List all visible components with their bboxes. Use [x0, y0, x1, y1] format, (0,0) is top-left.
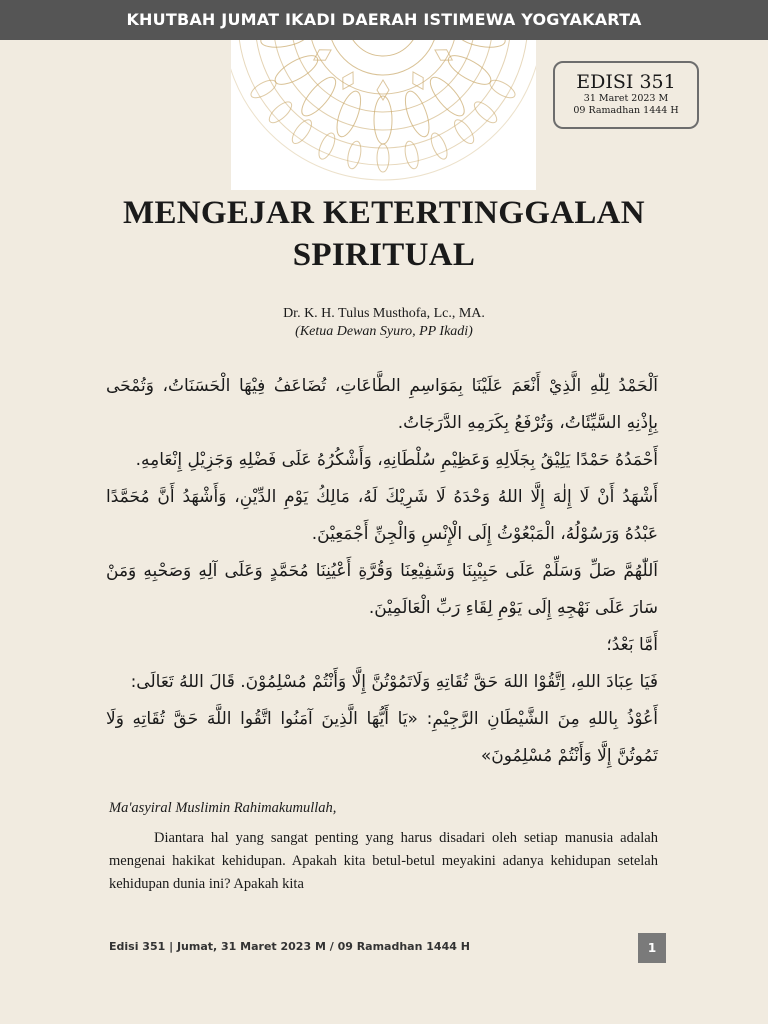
title-line-1: MENGEJAR KETERTINGGALAN: [123, 195, 645, 231]
body-paragraph: Diantara hal yang sangat penting yang harus disadari oleh setiap manusia adalah mengenai hakikat kehidupan. Apakah kita betul-betul meyakini adanya kehidupan setelah kehidupan dunia ini? Apakah kita: [109, 830, 658, 892]
mandala-icon: [231, 40, 536, 190]
edition-label: EDISI 351: [576, 71, 676, 93]
edition-date-hijri: 09 Ramadhan 1444 H: [573, 105, 679, 116]
header-title: KHUTBAH JUMAT IKADI DAERAH ISTIMEWA YOGYAKARTA: [126, 10, 642, 29]
title-line-2: SPIRITUAL: [292, 237, 476, 273]
author-role: (Ketua Dewan Syuro, PP Ikadi): [295, 324, 473, 339]
page-title: [60, 192, 708, 276]
arabic-wasiat-taqwa: فَيَا عِبَادَ اللهِ، اِتَّقُوْا اللهَ حَقَّ تُقَاتِهِ وَلَاتَمُوْتُنَّ إِلَّا وَأَنْتُمْ مُسْلِمُوْنَ. قَالَ اللهُ تَعَالَى:: [130, 672, 658, 692]
arabic-hamdalah: اَلْحَمْدُ لِلّٰهِ الَّذِيْ أَنْعَمَ عَلَيْنَا بِمَوَاسِمِ الطَّاعَاتِ، تُضَاعَفُ فِيْهَا الْحَسَنَاتُ، وَتُمْحَى بِإِذْنِهِ السَّيِّئَاتُ، وَتُرْفَعُ بِكَرَمِهِ الدَّرَجَاتُ.: [106, 376, 658, 433]
mandala-ornament: [231, 40, 536, 190]
author-name: Dr. K. H. Tulus Musthofa, Lc., MA.: [283, 306, 485, 321]
header-bar: [0, 0, 768, 40]
arabic-ayat: أَعُوْذُ بِاللهِ مِنَ الشَّيْطَانِ الرَّجِيْمِ: «يَا أَيُّهَا الَّذِينَ آمَنُوا اتَّقُوا اللَّهَ حَقَّ تُقَاتِهِ وَلَا تَمُوتُنَّ إِلَّا وَأَنْتُمْ مُسْلِمُونَ»: [106, 709, 658, 766]
author-block: [0, 305, 768, 341]
arabic-amma-badu: أَمَّا بَعْدُ؛: [606, 635, 658, 655]
arabic-tahmid: أَحْمَدُهُ حَمْدًا يَلِيْقُ بِجَلَالِهِ وَعَظِيْمِ سُلْطَانِهِ، وَأَشْكُرُهُ عَلَى فَضْلِهِ وَجَزِيْلِ إِنْعَامِهِ.: [135, 450, 658, 470]
page-number: 1: [638, 933, 666, 963]
arabic-shalawat: اَللّٰهُمَّ صَلِّ وَسَلِّمْ عَلَى حَبِيْبِنَا وَشَفِيْعِنَا وَقُرَّةِ أَعْيُنِنَا مُحَمَّدٍ وَعَلَى آلِهِ وَصَحْبِهِ وَمَنْ سَارَ عَلَى نَهْجِهِ إِلَى يَوْمِ لِقَاءِ رَبِّ الْعَالَمِيْنَ.: [106, 561, 658, 618]
arabic-syahadat: أَشْهَدُ أَنْ لَا إِلٰهَ إِلَّا اللهُ وَحْدَهُ لَا شَرِيْكَ لَهُ، مَالِكُ يَوْمِ الدِّيْنِ، وَأَشْهَدُ أَنَّ مُحَمَّدًا عَبْدُهُ وَرَسُوْلُهُ، الْمَبْعُوْثُ إِلَى الْإِنْسِ وَالْجِنِّ أَجْمَعِيْنَ.: [106, 487, 658, 544]
edition-badge: [553, 61, 699, 129]
salutation: Ma'asyiral Muslimin Rahimakumullah,: [109, 800, 337, 816]
arabic-opening: [106, 368, 658, 775]
footer-text: Edisi 351 | Jumat, 31 Maret 2023 M / 09 Ramadhan 1444 H: [109, 940, 470, 953]
edition-date-masehi: 31 Maret 2023 M: [583, 93, 669, 104]
